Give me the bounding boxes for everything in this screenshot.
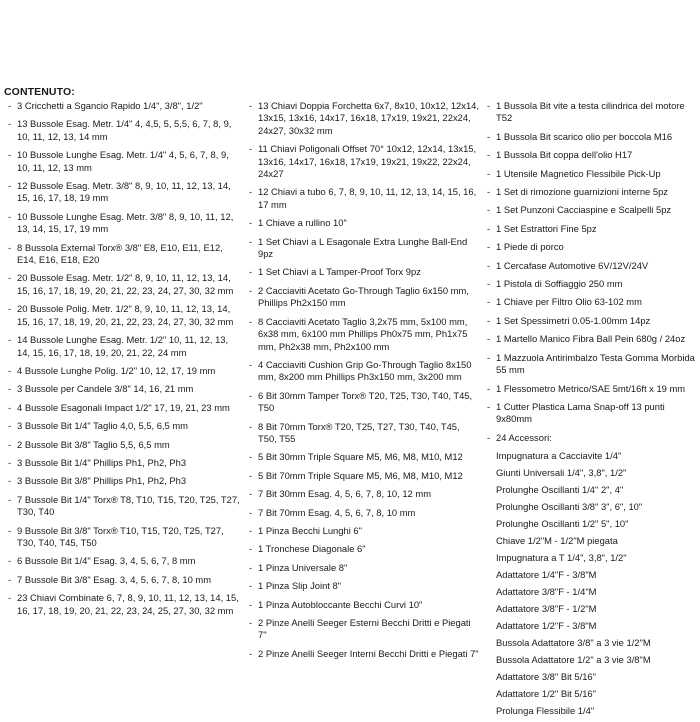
list-item: - 6 Bussole Bit 1/4" Esag. 3, 4, 5, 6, 7, 8 mm: [4, 555, 240, 567]
list-item: - 12 Chiavi a tubo 6, 7, 8, 9, 10, 11, 12, 13, 14, 15, 16, 17 mm: [245, 186, 479, 211]
list-item: - 1 Piede di porco: [483, 241, 697, 253]
accessory-item: Giunti Universali 1/4", 3,8", 1/2": [496, 467, 627, 479]
list-item: - 13 Chiavi Doppia Forchetta 6x7, 8x10, 10x12, 12x14, 13x15, 13x16, 14x17, 16x18, 17x19, 19x21, 22x24, 24x27, 30x32 mm: [245, 100, 479, 137]
list-item: - 8 Bussola External Torx® 3/8" E8, E10, E11, E12, E14, E16, E18, E20: [4, 242, 240, 267]
list-item: - 12 Bussole Esag. Metr. 3/8" 8, 9, 10, 11, 12, 13, 14, 15, 16, 17, 18, 19 mm: [4, 180, 240, 205]
accessory-item: Adattatore 1/2"F - 3/8"M: [496, 620, 597, 632]
list-item: - 7 Bussole Bit 3/8" Esag. 3, 4, 5, 6, 7, 8, 10 mm: [4, 574, 240, 586]
list-item: - 5 Bit 30mm Triple Square M5, M6, M8, M10, M12: [245, 451, 479, 463]
list-item: - 1 Pinza Universale 8": [245, 562, 479, 574]
list-item: - 4 Bussole Esagonali Impact 1/2" 17, 19, 21, 23 mm: [4, 402, 240, 414]
list-item: - 7 Bussole Bit 1/4" Torx® T8, T10, T15, T20, T25, T27, T30, T40: [4, 494, 240, 519]
accessory-item: Impugnatura a T 1/4", 3,8", 1/2": [496, 552, 627, 564]
accessory-item: Prolunghe Oscillanti 1/4" 2", 4": [496, 484, 624, 496]
list-item: - 1 Set Chiavi a L Tamper-Proof Torx 9pz: [245, 266, 479, 278]
list-item: - 3 Cricchetti a Sgancio Rapido 1/4", 3/8", 1/2": [4, 100, 240, 112]
accessory-item: Adattatore 3/8"F - 1/2"M: [496, 603, 597, 615]
accessory-item: Adattatore 1/2" Bit 5/16": [496, 688, 596, 700]
list-item: - 8 Cacciaviti Acetato Taglio 3,2x75 mm, 5x100 mm, 6x38 mm, 6x100 mm Phillips Ph0x75 mm, Ph1x75 mm, Ph2x38 mm, Ph2x100 mm: [245, 316, 479, 353]
list-item: - 1 Pinza Slip Joint 8": [245, 580, 479, 592]
list-item: - 4 Bussole Lunghe Polig. 1/2" 10, 12, 17, 19 mm: [4, 365, 240, 377]
list-item: - 7 Bit 30mm Esag. 4, 5, 6, 7, 8, 10, 12 mm: [245, 488, 479, 500]
contents-column-2: [245, 100, 479, 666]
list-item: - 1 Bussola Bit scarico olio per boccola M16: [483, 131, 697, 143]
accessory-item: Adattatore 3/8" Bit 5/16": [496, 671, 596, 683]
list-item: - 20 Bussole Esag. Metr. 1/2" 8, 9, 10, 11, 12, 13, 14, 15, 16, 17, 18, 19, 20, 21, 22, 23, 24, 27, 30, 32 mm: [4, 272, 240, 297]
list-item: - 13 Bussole Esag. Metr. 1/4" 4, 4,5, 5, 5,5, 6, 7, 8, 9, 10, 11, 12, 13, 14 mm: [4, 118, 240, 143]
list-item: - 1 Set Punzoni Cacciaspine e Scalpelli 5pz: [483, 204, 697, 216]
accessory-item: Prolunghe Oscillanti 3/8" 3", 6", 10": [496, 501, 643, 513]
list-item: - 1 Flessometro Metrico/SAE 5mt/16ft x 19 mm: [483, 383, 697, 395]
accessory-item: Bussola Adattatore 1/2" a 3 vie 3/8"M: [496, 654, 651, 666]
list-item: - 1 Pistola di Soffiaggio 250 mm: [483, 278, 697, 290]
list-item: - 23 Chiavi Combinate 6, 7, 8, 9, 10, 11, 12, 13, 14, 15, 16, 17, 18, 19, 20, 21, 22, 23, 24, 25, 27, 30, 32 mm: [4, 592, 240, 617]
list-item: - 1 Bussola Bit vite a testa cilindrica del motore T52: [483, 100, 697, 125]
list-item: - 10 Bussole Lunghe Esag. Metr. 1/4" 4, 5, 6, 7, 8, 9, 10, 11, 12, 13 mm: [4, 149, 240, 174]
list-item: - 5 Bit 70mm Triple Square M5, M6, M8, M10, M12: [245, 470, 479, 482]
list-item: - 3 Bussole per Candele 3/8" 14, 16, 21 mm: [4, 383, 240, 395]
list-item: - 1 Tronchese Diagonale 6": [245, 543, 479, 555]
list-item: - 1 Set Estrattori Fine 5pz: [483, 223, 697, 235]
list-item: - 1 Mazzuola Antirimbalzo Testa Gomma Morbida 55 mm: [483, 352, 697, 377]
list-item: - 10 Bussole Lunghe Esag. Metr. 3/8" 8, 9, 10, 11, 12, 13, 14, 15, 17, 19 mm: [4, 211, 240, 236]
list-item: - 1 Martello Manico Fibra Ball Pein 680g / 24oz: [483, 333, 697, 345]
list-item: - 1 Set Chiavi a L Esagonale Extra Lunghe Ball-End 9pz: [245, 236, 479, 261]
accessory-item: Prolunghe Oscillanti 1/2" 5", 10": [496, 518, 629, 530]
accessory-item: Bussola Adattatore 3/8" a 3 vie 1/2"M: [496, 637, 651, 649]
list-item: - 1 Utensile Magnetico Flessibile Pick-Up: [483, 168, 697, 180]
list-item: - 3 Bussole Bit 1/4" Taglio 4,0, 5,5, 6,5 mm: [4, 420, 240, 432]
list-item: - 1 Set Spessimetri 0.05-1.00mm 14pz: [483, 315, 697, 327]
accessory-item: Impugnatura a Cacciavite 1/4": [496, 450, 622, 462]
contents-column-3: [483, 100, 697, 722]
list-item: - 7 Bit 70mm Esag. 4, 5, 6, 7, 8, 10 mm: [245, 507, 479, 519]
list-item: - 1 Cercafase Automotive 6V/12V/24V: [483, 260, 697, 272]
list-item: - 2 Cacciaviti Acetato Go-Through Taglio 6x150 mm, Phillips Ph2x150 mm: [245, 285, 479, 310]
list-item: - 1 Set di rimozione guarnizioni interne 5pz: [483, 186, 697, 198]
contents-heading: CONTENUTO:: [4, 86, 75, 98]
list-item: - 3 Bussole Bit 1/4" Phillips Ph1, Ph2, Ph3: [4, 457, 240, 469]
list-item: - 6 Bit 30mm Tamper Torx® T20, T25, T30, T40, T45, T50: [245, 390, 479, 415]
accessory-item: Prolunga Flessibile 1/4": [496, 705, 595, 717]
contents-column-1: [4, 100, 240, 623]
list-item: - 1 Pinza Becchi Lunghi 6": [245, 525, 479, 537]
list-item: - 3 Bussole Bit 3/8" Phillips Ph1, Ph2, Ph3: [4, 475, 240, 487]
list-item: - 2 Bussole Bit 3/8" Taglio 5,5, 6,5 mm: [4, 439, 240, 451]
list-item: - 2 Pinze Anelli Seeger Esterni Becchi Dritti e Piegati 7": [245, 617, 479, 642]
list-item: - 24 Accessori:: [483, 432, 697, 444]
accessory-item: Adattatore 1/4"F - 3/8"M: [496, 569, 597, 581]
list-item: - 1 Bussola Bit coppa dell'olio H17: [483, 149, 697, 161]
list-item: - 1 Chiave a rullino 10": [245, 217, 479, 229]
accessory-item: Adattatore 3/8"F - 1/4"M: [496, 586, 597, 598]
list-item: - 9 Bussole Bit 3/8" Torx® T10, T15, T20, T25, T27, T30, T40, T45, T50: [4, 525, 240, 550]
list-item: - 1 Chiave per Filtro Olio 63-102 mm: [483, 296, 697, 308]
list-item: - 2 Pinze Anelli Seeger Interni Becchi Dritti e Piegati 7": [245, 648, 479, 660]
list-item: - 1 Pinza Autobloccante Becchi Curvi 10": [245, 599, 479, 611]
list-item: - 14 Bussole Lunghe Esag. Metr. 1/2" 10, 11, 12, 13, 14, 15, 16, 17, 18, 19, 20, 21, 22, 24 mm: [4, 334, 240, 359]
list-item: - 1 Cutter Plastica Lama Snap-off 13 punti 9x80mm: [483, 401, 697, 426]
accessory-item: Chiave 1/2"M - 1/2"M piegata: [496, 535, 618, 547]
list-item: - 20 Bussole Polig. Metr. 1/2" 8, 9, 10, 11, 12, 13, 14, 15, 16, 17, 18, 19, 20, 21, 22, 23, 24, 27, 30, 32 mm: [4, 303, 240, 328]
list-item: - 11 Chiavi Poligonali Offset 70° 10x12, 12x14, 13x15, 13x16, 14x17, 16x18, 17x19, 19x21, 19x22, 22x24, 24x27: [245, 143, 479, 180]
list-item: - 8 Bit 70mm Torx® T20, T25, T27, T30, T40, T45, T50, T55: [245, 421, 479, 446]
list-item: - 4 Cacciaviti Cushion Grip Go-Through Taglio 8x150 mm, 8x200 mm Phillips Ph3x150 mm, 3x200 mm: [245, 359, 479, 384]
